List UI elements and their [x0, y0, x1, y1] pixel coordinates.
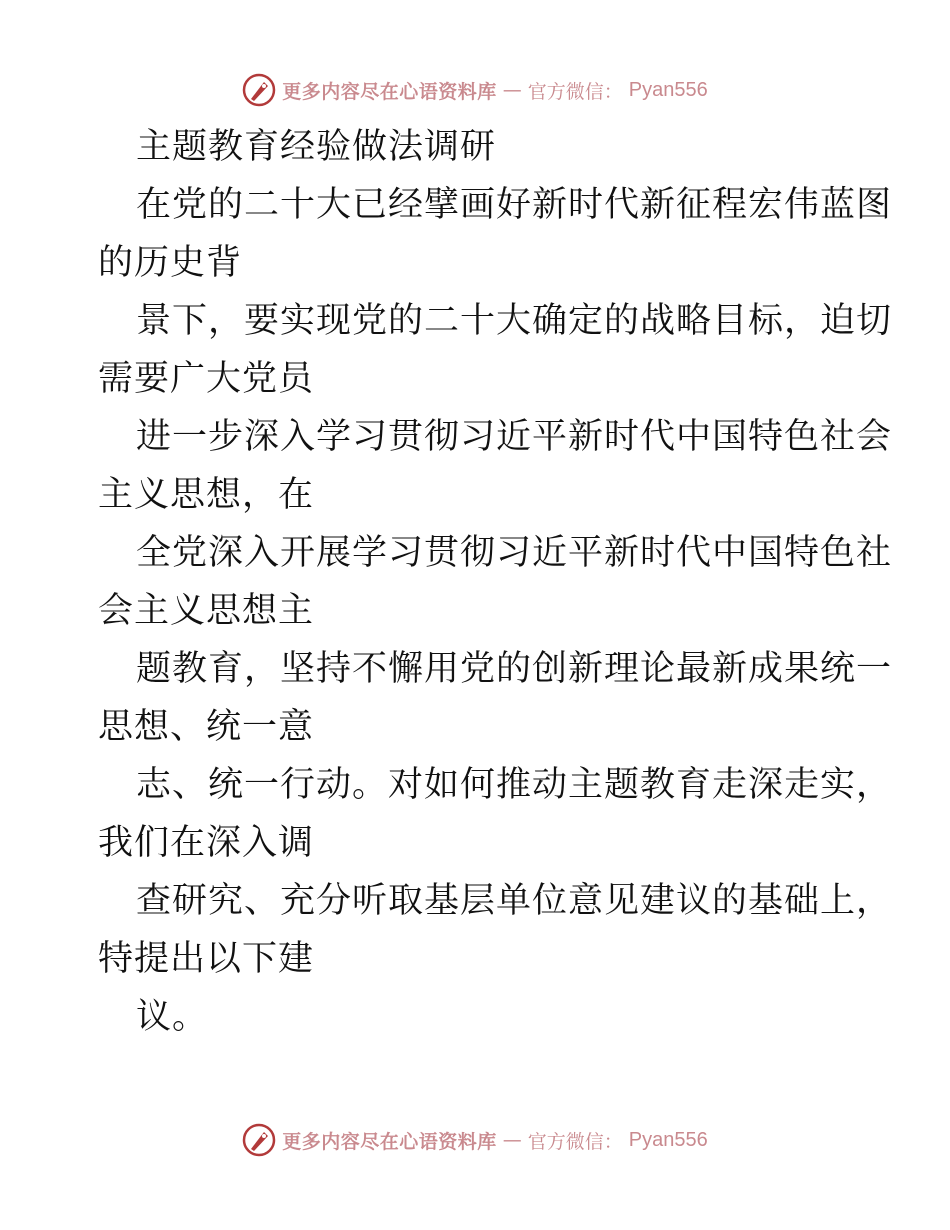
watermark-separator: —: [502, 79, 522, 101]
watermark-label: 官方微信：: [527, 80, 623, 103]
text-line: 我们在深入调: [98, 823, 315, 863]
text-line: 志、统一行动。对如何推动主题教育走深走实，: [136, 765, 893, 805]
watermark-wechat-id: Pyan556: [628, 78, 708, 101]
text-line: 思想、统一意: [98, 707, 315, 747]
watermark-wechat-id: Pyan556: [628, 1128, 708, 1151]
text-line: 进一步深入学习贯彻习近平新时代中国特色社会: [136, 417, 893, 457]
text-line: 全党深入开展学习贯彻习近平新时代中国特色社: [136, 533, 893, 573]
text-line: 查研究、充分听取基层单位意见建议的基础上，: [136, 881, 893, 921]
footer-watermark: [0, 1120, 950, 1160]
watermark-text: 更多内容尽在心语资料库: [282, 80, 497, 103]
pen-nib-logo-icon: [242, 73, 276, 107]
watermark-separator: —: [502, 1129, 522, 1151]
watermark-text: 更多内容尽在心语资料库: [282, 1130, 497, 1153]
watermark-label: 官方微信：: [527, 1130, 623, 1153]
header-watermark: [0, 70, 950, 110]
text-line: 特提出以下建: [98, 939, 315, 979]
pen-nib-logo-icon: [242, 1123, 276, 1157]
text-line: 的历史背: [98, 243, 243, 283]
text-line: 会主义思想主: [98, 591, 315, 631]
document-title: 主题教育经验做法调研: [136, 127, 497, 167]
text-line: 景下，要实现党的二十大确定的战略目标，迫切: [136, 301, 893, 341]
text-line: 议。: [136, 997, 209, 1037]
text-line: 在党的二十大已经擘画好新时代新征程宏伟蓝图: [136, 185, 893, 225]
text-line: 题教育，坚持不懈用党的创新理论最新成果统一: [136, 649, 893, 689]
text-line: 需要广大党员: [98, 359, 315, 399]
document-body: [98, 118, 893, 1046]
text-line: 主义思想，在: [98, 475, 315, 515]
